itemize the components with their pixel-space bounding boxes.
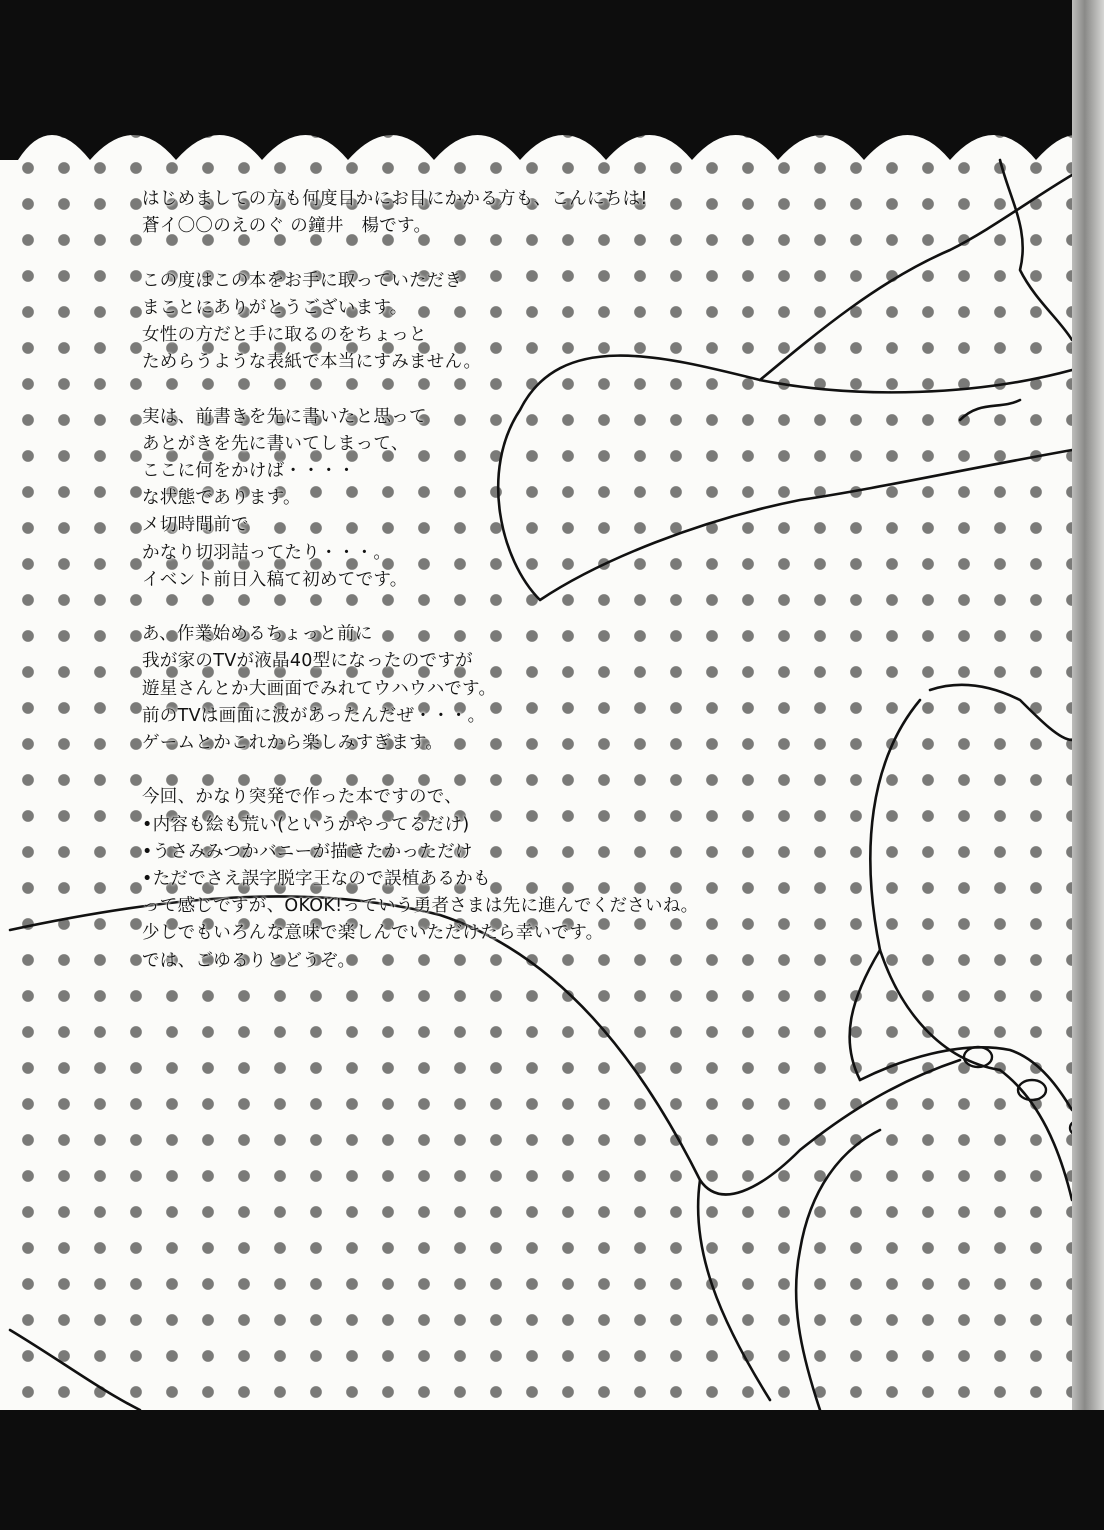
- text-line: かなり切羽詰ってたり・・・。: [142, 542, 392, 563]
- text-line: では、ごゆるりとどうぞ。: [142, 950, 356, 971]
- text-line: な状態であります。: [142, 488, 301, 509]
- text-line: この度はこの本をお手に取っていただき: [142, 270, 463, 291]
- bottom-black-band: [0, 1410, 1104, 1530]
- paragraph-tv: [142, 621, 762, 757]
- text-line: •ただでさえ誤字脱字王なので誤植あるかも: [142, 869, 491, 890]
- paragraph-closing: [142, 784, 762, 974]
- paragraph-afterword-note: [142, 404, 762, 594]
- text-line: 女性の方だと手に取るのをちょっと: [142, 325, 427, 345]
- text-line: まことにありがとうございます。: [142, 297, 408, 318]
- paragraph-thanks: [142, 268, 762, 377]
- text-line: 前のTVは画面に波があったんだぜ・・・。: [142, 705, 486, 726]
- author-foreword: [142, 186, 762, 975]
- text-line: •内容も絵も荒い(というかやってるだけ): [142, 814, 470, 835]
- page-spine-shadow: [1072, 0, 1104, 1410]
- text-line: 遊星さんとか大画面でみれてウハウハです。: [142, 678, 497, 699]
- text-line: 実は、前書きを先に書いたと思って: [142, 406, 427, 427]
- text-line: 今回、かなり突発で作った本ですので、: [142, 787, 463, 808]
- text-line: って感じですが、OKOK!っていう勇者さまは先に進んでくださいね。: [142, 896, 699, 917]
- paragraph-greeting: [142, 186, 762, 240]
- text-line: 蒼イ〇〇のえのぐ の鐘井 楊です。: [142, 216, 432, 237]
- text-line: あとがきを先に書いてしまって、: [142, 433, 409, 454]
- text-line: ゲームとかこれから楽しみすぎます。: [142, 733, 444, 754]
- text-line: ためらうような表紙で本当にすみません。: [142, 352, 482, 373]
- text-line: 我が家のTVが液晶40型になったのですが: [142, 651, 473, 672]
- text-line: ここに何をかけば・・・・: [142, 461, 356, 481]
- text-line: イベント前日入稿て初めてです。: [142, 569, 408, 590]
- text-line: メ切時間前で: [142, 515, 249, 536]
- text-line: あ、作業始めるちょっと前に: [142, 624, 373, 645]
- text-line: はじめましての方も何度目かにお目にかかる方も、こんにちは!: [142, 189, 648, 209]
- text-line: •うさみみつかバニーが描きたかっただけ: [142, 841, 473, 862]
- text-line: 少しでもいろんな意味で楽しんでいただけたら幸いです。: [142, 923, 604, 944]
